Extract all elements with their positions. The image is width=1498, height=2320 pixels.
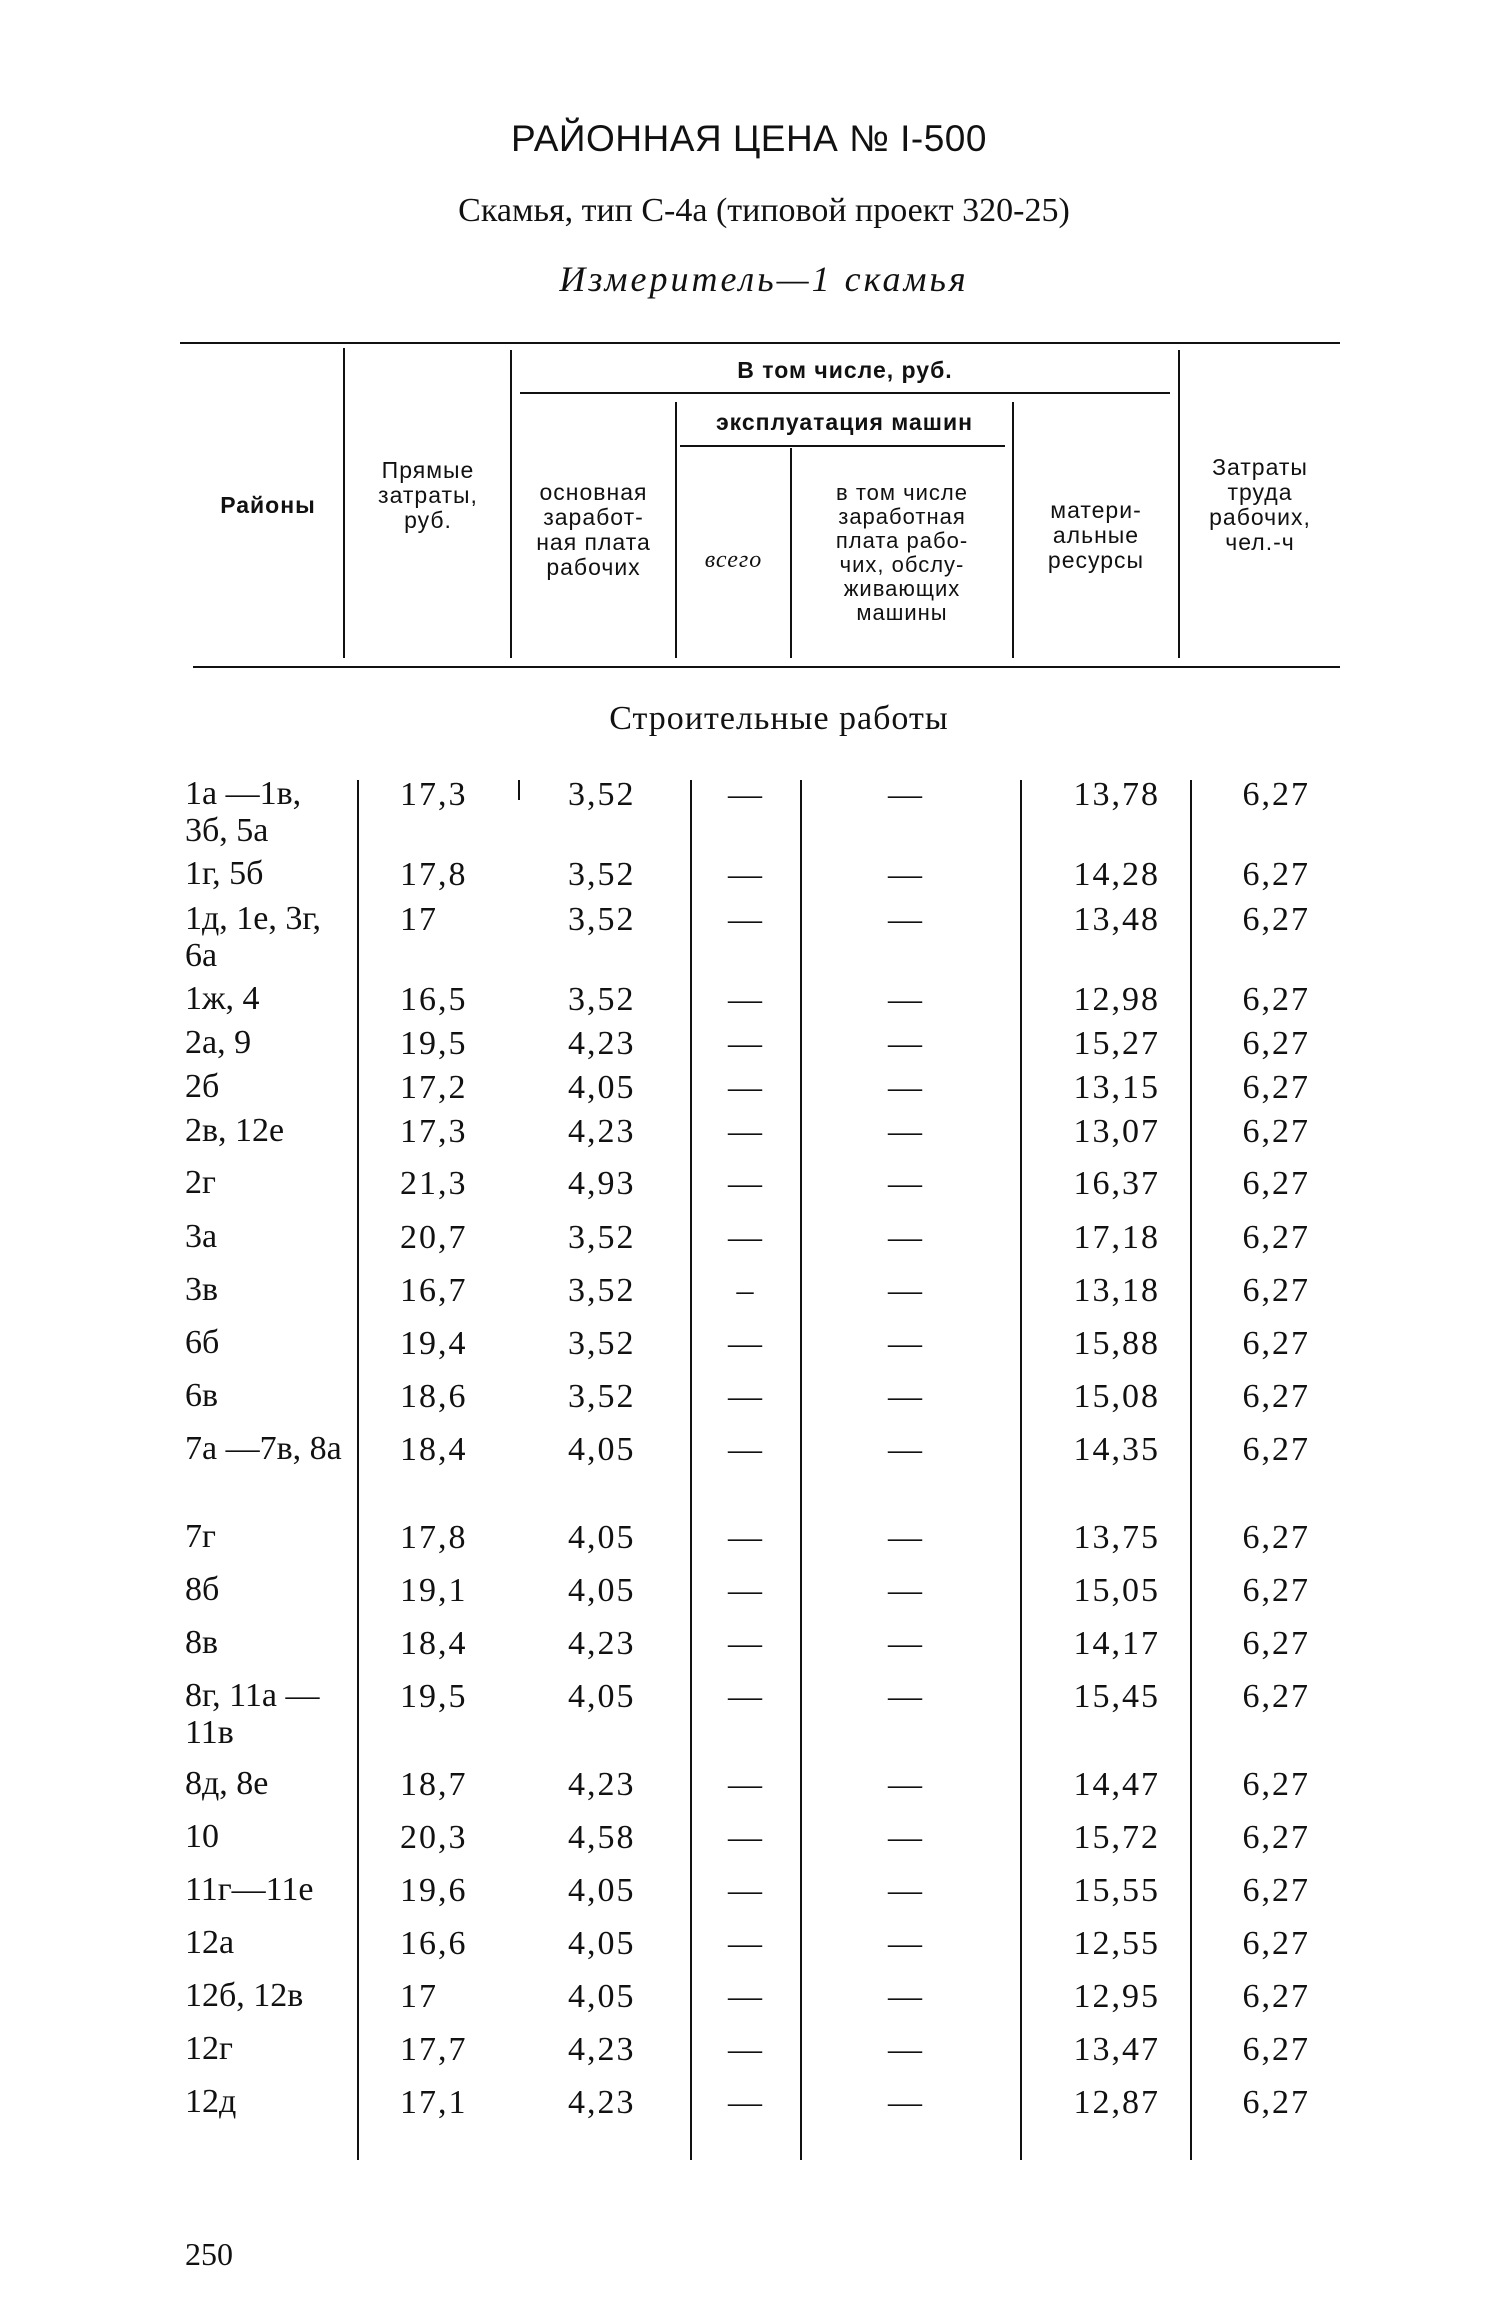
column-divider	[357, 780, 359, 2160]
header-machine-operation: эксплуатация машин	[715, 408, 974, 435]
base-wage-cell: 4,05	[568, 1519, 636, 1556]
materials-cell: 13,47	[1073, 2031, 1160, 2068]
region-cell: 1ж, 4	[185, 980, 260, 1017]
materials-cell: 13,18	[1073, 1272, 1160, 1309]
materials-cell: 13,78	[1073, 776, 1160, 813]
region-cell: 3в	[185, 1271, 219, 1308]
machine-wage-cell: —	[888, 1819, 922, 1856]
header-machine-wage-4: чих, обслу-	[839, 551, 965, 577]
table-header	[0, 0, 1498, 700]
machine-wage-cell: —	[888, 2031, 922, 2068]
header-labor-3: рабочих,	[1209, 504, 1311, 530]
direct-costs-cell: 20,7	[400, 1219, 468, 1256]
direct-costs-cell: 17	[400, 1978, 438, 2015]
direct-costs-cell: 17,3	[400, 776, 468, 813]
labor-cell: 6,27	[1242, 1766, 1310, 1803]
machine-wage-cell: —	[888, 1766, 922, 1803]
labor-cell: 6,27	[1242, 1165, 1310, 1202]
region-cell: 1г, 5б	[185, 855, 264, 892]
header-materials-2: альные	[1052, 521, 1140, 548]
header-direct-costs-2: затраты,	[378, 481, 478, 508]
region-cell: 6б	[185, 1324, 220, 1361]
header-direct-costs-3: руб.	[404, 506, 452, 533]
materials-cell: 15,08	[1073, 1378, 1160, 1415]
base-wage-cell: 4,05	[568, 1978, 636, 2015]
materials-cell: 13,75	[1073, 1519, 1160, 1556]
materials-cell: 12,95	[1073, 1978, 1160, 2015]
direct-costs-cell: 16,5	[400, 981, 468, 1018]
machine-total-cell: —	[728, 901, 762, 938]
base-wage-cell: 4,05	[568, 1678, 636, 1715]
machine-wage-cell: —	[888, 1165, 922, 1202]
header-machine-wage-6: машины	[856, 599, 948, 625]
direct-costs-cell: 18,4	[400, 1625, 468, 1662]
machine-wage-cell: —	[888, 1113, 922, 1150]
machine-total-cell: —	[728, 1219, 762, 1256]
machine-wage-cell: —	[888, 1978, 922, 2015]
machine-wage-cell: —	[888, 1678, 922, 1715]
base-wage-cell: 4,23	[568, 2031, 636, 2068]
machine-wage-cell: —	[888, 1378, 922, 1415]
machine-wage-cell: —	[888, 2084, 922, 2121]
header-machine-wage-2: заработная	[838, 503, 966, 529]
base-wage-cell: 4,93	[568, 1165, 636, 1202]
machine-wage-cell: —	[888, 1431, 922, 1468]
labor-cell: 6,27	[1242, 901, 1310, 938]
labor-cell: 6,27	[1242, 776, 1310, 813]
base-wage-cell: 4,05	[568, 1572, 636, 1609]
header-machine-wage-5: живающих	[843, 575, 961, 601]
labor-cell: 6,27	[1242, 1272, 1310, 1309]
direct-costs-cell: 19,1	[400, 1572, 468, 1609]
direct-costs-cell: 17,7	[400, 2031, 468, 2068]
region-cell: 2г	[185, 1164, 216, 1201]
region-cell: 7г	[185, 1518, 216, 1555]
machine-wage-cell: —	[888, 776, 922, 813]
machine-wage-cell: —	[888, 1219, 922, 1256]
direct-costs-cell: 17,8	[400, 1519, 468, 1556]
materials-cell: 16,37	[1073, 1165, 1160, 1202]
materials-cell: 15,55	[1073, 1872, 1160, 1909]
direct-costs-cell: 19,5	[400, 1678, 468, 1715]
region-cell: 7а —7в, 8а	[185, 1430, 342, 1467]
materials-cell: 15,05	[1073, 1572, 1160, 1609]
region-cell: 11г—11е	[185, 1871, 314, 1908]
machine-total-cell: —	[728, 1378, 762, 1415]
machine-wage-cell: —	[888, 901, 922, 938]
machine-total-cell: —	[728, 1572, 762, 1609]
direct-costs-cell: 17,3	[400, 1113, 468, 1150]
materials-cell: 14,17	[1073, 1625, 1160, 1662]
direct-costs-cell: 16,6	[400, 1925, 468, 1962]
machine-wage-cell: —	[888, 1625, 922, 1662]
machine-total-cell: —	[728, 1165, 762, 1202]
machine-wage-cell: —	[888, 1325, 922, 1362]
region-cell: 8в	[185, 1624, 219, 1661]
header-direct-costs-1: Прямые	[381, 456, 475, 483]
region-cell: 2в, 12е	[185, 1112, 285, 1149]
region-cell: 1д, 1е, 3г, 6а	[185, 900, 321, 974]
header-base-wage-4: рабочих	[546, 554, 641, 580]
materials-cell: 13,07	[1073, 1113, 1160, 1150]
region-cell: 12а	[185, 1924, 235, 1961]
header-materials-1: матери-	[1050, 496, 1142, 523]
section-title: Строительные работы	[609, 700, 949, 737]
direct-costs-cell: 18,7	[400, 1766, 468, 1803]
base-wage-cell: 3,52	[568, 1272, 636, 1309]
direct-costs-cell: 19,4	[400, 1325, 468, 1362]
labor-cell: 6,27	[1242, 1872, 1310, 1909]
machine-total-cell: —	[728, 2031, 762, 2068]
machine-wage-cell: —	[888, 856, 922, 893]
materials-cell: 15,27	[1073, 1025, 1160, 1062]
machine-wage-cell: —	[888, 1069, 922, 1106]
base-wage-cell: 4,05	[568, 1872, 636, 1909]
machine-total-cell: —	[728, 1678, 762, 1715]
base-wage-cell: 4,23	[568, 2084, 636, 2121]
base-wage-cell: 3,52	[568, 901, 636, 938]
labor-cell: 6,27	[1242, 1325, 1310, 1362]
base-wage-cell: 4,23	[568, 1113, 636, 1150]
region-cell: 6в	[185, 1377, 219, 1414]
materials-cell: 13,15	[1073, 1069, 1160, 1106]
machine-total-cell: —	[728, 2084, 762, 2121]
header-including: В том числе, руб.	[737, 356, 953, 383]
base-wage-cell: 4,23	[568, 1025, 636, 1062]
machine-wage-cell: —	[888, 1272, 922, 1309]
header-labor-2: труда	[1227, 479, 1293, 505]
direct-costs-cell: 20,3	[400, 1819, 468, 1856]
region-cell: 1а —1в, 3б, 5а	[185, 775, 302, 849]
region-cell: 2б	[185, 1068, 220, 1105]
materials-cell: 12,98	[1073, 981, 1160, 1018]
base-wage-cell: 3,52	[568, 776, 636, 813]
region-cell: 10	[185, 1818, 219, 1855]
materials-cell: 12,87	[1073, 2084, 1160, 2121]
base-wage-cell: 4,05	[568, 1069, 636, 1106]
region-cell: 8г, 11а — 11в	[185, 1677, 320, 1751]
labor-cell: 6,27	[1242, 981, 1310, 1018]
materials-cell: 14,28	[1073, 856, 1160, 893]
header-regions: Районы	[220, 491, 316, 518]
materials-cell: 13,48	[1073, 901, 1160, 938]
labor-cell: 6,27	[1242, 1625, 1310, 1662]
machine-total-cell: —	[728, 1431, 762, 1468]
base-wage-cell: 3,52	[568, 1219, 636, 1256]
header-base-wage-1: основная	[539, 479, 648, 505]
machine-wage-cell: —	[888, 1025, 922, 1062]
labor-cell: 6,27	[1242, 1113, 1310, 1150]
machine-total-cell: —	[728, 1025, 762, 1062]
machine-wage-cell: —	[888, 981, 922, 1018]
page-title: РАЙОННАЯ ЦЕНА № I-500	[511, 118, 987, 159]
header-base-wage-2: заработ-	[543, 504, 644, 530]
header-labor-4: чел.-ч	[1225, 529, 1295, 555]
labor-cell: 6,27	[1242, 2031, 1310, 2068]
header-base-wage-3: ная плата	[536, 529, 651, 555]
direct-costs-cell: 18,6	[400, 1378, 468, 1415]
base-wage-cell: 4,23	[568, 1766, 636, 1803]
labor-cell: 6,27	[1242, 856, 1310, 893]
direct-costs-cell: 17,8	[400, 856, 468, 893]
machine-wage-cell: —	[888, 1925, 922, 1962]
direct-costs-cell: 19,5	[400, 1025, 468, 1062]
machine-total-cell: —	[728, 1978, 762, 2015]
region-cell: 12г	[185, 2030, 233, 2067]
direct-costs-cell: 17	[400, 901, 438, 938]
materials-cell: 14,35	[1073, 1431, 1160, 1468]
page-number: 250	[185, 2236, 233, 2272]
machine-wage-cell: —	[888, 1572, 922, 1609]
machine-total-cell: —	[728, 1766, 762, 1803]
machine-total-cell: –	[736, 1272, 754, 1309]
region-cell: 12б, 12в	[185, 1977, 304, 2014]
page-subtitle: Скамья, тип С-4а (типовой проект 320-25)	[458, 192, 1070, 229]
header-machine-wage-1: в том числе	[836, 479, 968, 505]
region-cell: 8д, 8е	[185, 1765, 269, 1802]
machine-total-cell: —	[728, 1925, 762, 1962]
machine-total-cell: —	[728, 1519, 762, 1556]
labor-cell: 6,27	[1242, 1678, 1310, 1715]
region-cell: 2а, 9	[185, 1024, 252, 1061]
machine-total-cell: —	[728, 1625, 762, 1662]
header-machine-total: всего	[704, 546, 763, 573]
labor-cell: 6,27	[1242, 2084, 1310, 2121]
labor-cell: 6,27	[1242, 1519, 1310, 1556]
measure-unit: Измеритель—1 скамья	[559, 259, 969, 299]
labor-cell: 6,27	[1242, 1219, 1310, 1256]
base-wage-cell: 3,52	[568, 1325, 636, 1362]
labor-cell: 6,27	[1242, 1819, 1310, 1856]
materials-cell: 15,72	[1073, 1819, 1160, 1856]
direct-costs-cell: 17,1	[400, 2084, 468, 2121]
direct-costs-cell: 19,6	[400, 1872, 468, 1909]
base-wage-cell: 4,23	[568, 1625, 636, 1662]
materials-cell: 17,18	[1073, 1219, 1160, 1256]
labor-cell: 6,27	[1242, 1431, 1310, 1468]
header-labor-1: Затраты	[1212, 454, 1308, 480]
direct-costs-cell: 21,3	[400, 1165, 468, 1202]
header-materials-3: ресурсы	[1047, 546, 1145, 573]
machine-wage-cell: —	[888, 1872, 922, 1909]
materials-cell: 15,88	[1073, 1325, 1160, 1362]
region-cell: 12д	[185, 2083, 237, 2120]
base-wage-cell: 3,52	[568, 856, 636, 893]
labor-cell: 6,27	[1242, 1069, 1310, 1106]
direct-costs-cell: 17,2	[400, 1069, 468, 1106]
labor-cell: 6,27	[1242, 1025, 1310, 1062]
machine-total-cell: —	[728, 856, 762, 893]
machine-total-cell: —	[728, 1819, 762, 1856]
header-machine-wage-3: плата рабо-	[835, 527, 969, 553]
region-cell: 3а	[185, 1218, 218, 1255]
machine-total-cell: —	[728, 1872, 762, 1909]
base-wage-cell: 3,52	[568, 1378, 636, 1415]
direct-costs-cell: 18,4	[400, 1431, 468, 1468]
machine-total-cell: —	[728, 776, 762, 813]
materials-cell: 12,55	[1073, 1925, 1160, 1962]
machine-total-cell: —	[728, 981, 762, 1018]
labor-cell: 6,27	[1242, 1925, 1310, 1962]
base-wage-cell: 4,58	[568, 1819, 636, 1856]
base-wage-cell: 4,05	[568, 1925, 636, 1962]
materials-cell: 14,47	[1073, 1766, 1160, 1803]
machine-total-cell: —	[728, 1325, 762, 1362]
base-wage-cell: 3,52	[568, 981, 636, 1018]
machine-total-cell: —	[728, 1113, 762, 1150]
labor-cell: 6,27	[1242, 1378, 1310, 1415]
direct-costs-cell: 16,7	[400, 1272, 468, 1309]
region-cell: 8б	[185, 1571, 220, 1608]
machine-wage-cell: —	[888, 1519, 922, 1556]
labor-cell: 6,27	[1242, 1978, 1310, 2015]
base-wage-cell: 4,05	[568, 1431, 636, 1468]
labor-cell: 6,27	[1242, 1572, 1310, 1609]
column-divider	[1020, 780, 1022, 2160]
machine-total-cell: —	[728, 1069, 762, 1106]
materials-cell: 15,45	[1073, 1678, 1160, 1715]
